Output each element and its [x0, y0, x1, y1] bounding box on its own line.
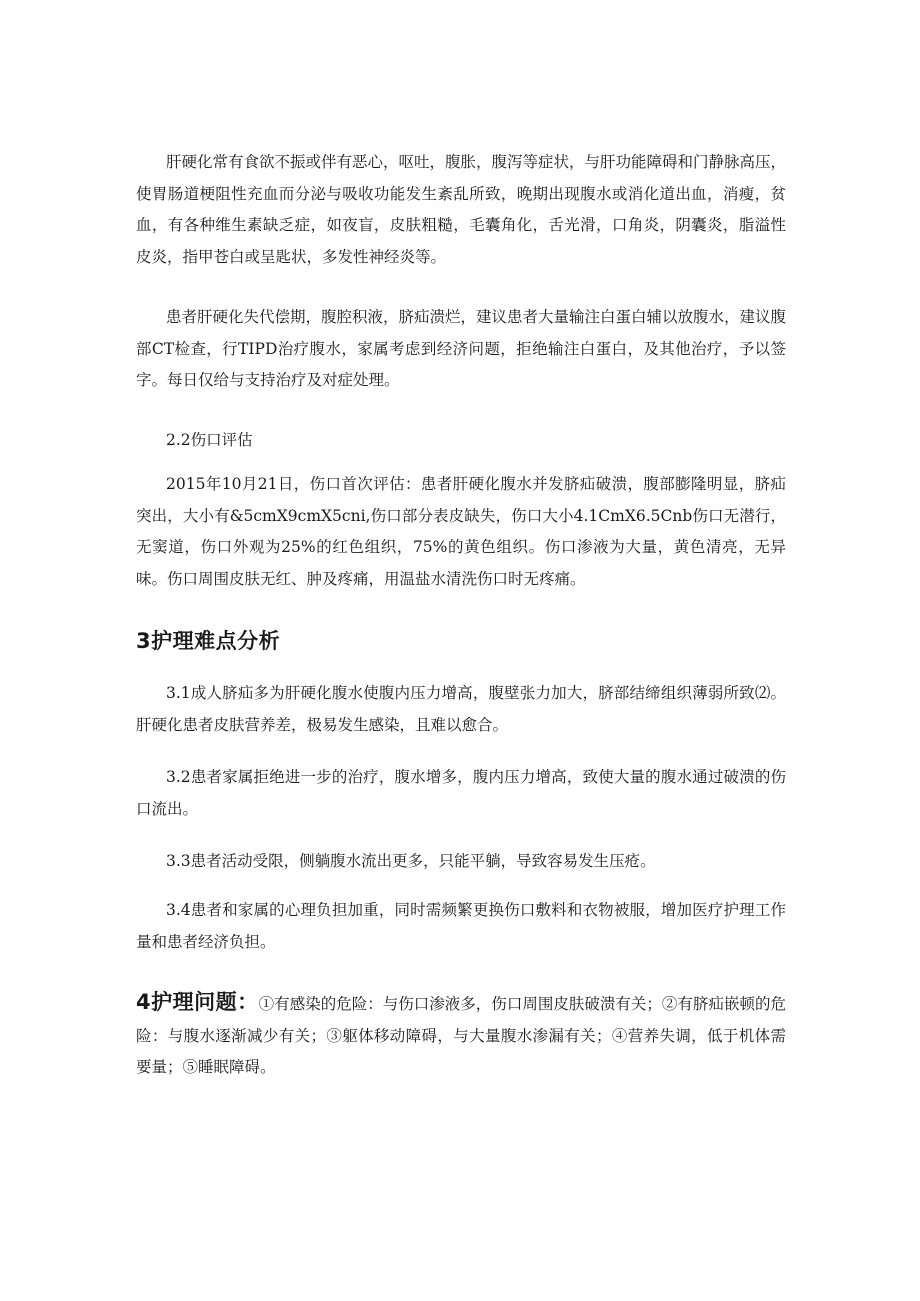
nursing-difficulty-3-3: 3.3患者活动受限，侧躺腹水流出更多，只能平躺，导致容易发生压疮。 [166, 852, 656, 870]
sub-heading-wound-assessment: 2.2伤口评估 [166, 431, 253, 449]
paragraph-cirrhosis-symptoms: 肝硬化常有食欲不振或伴有恶心，呕吐，腹胀，腹泻等症状，与肝功能障碍和门静脉高压，使胃肠道梗阻性充血而分泌与吸收功能发生紊乱所致，晚期出现腹水或消化道出血，消瘦，贫血，有各种维生素缺乏症，如夜盲，皮肤粗糙，毛囊角化，舌光滑，口角炎，阴囊炎，脂溢性皮炎，指甲苍白或呈匙状，多发性神经炎等。 [136, 153, 787, 266]
paragraph-wound-assessment: 2015年10月21日，伤口首次评估：患者肝硬化腹水并发脐疝破溃，腹部膨隆明显，脐疝突出，大小有&5cmX9cmX5cni,伤口部分表皮缺失，伤口大小4.1CmX6.5Cnb伤口无潜行，无窦道，伤口外观为25%的红色组织，75%的黄色组织。伤口渗液为大量，黄色清亮，无异味。伤口周围皮肤无红、肿及疼痛，用温盐水清洗伤口时无疼痛。 [136, 475, 786, 588]
section-nursing-problems [136, 987, 786, 1084]
nursing-difficulty-3-2: 3.2患者家属拒绝进一步的治疗，腹水增多，腹内压力增高，致使大量的腹水通过破溃的伤口流出。 [136, 768, 786, 818]
nursing-difficulty-3-4: 3.4患者和家属的心理负担加重，同时需频繁更换伤口敷料和衣物被服，增加医疗护理工作量和患者经济负担。 [136, 901, 786, 951]
section-heading-nursing-problems: 4护理问题： [136, 990, 259, 1014]
paragraph-patient-condition: 患者肝硬化失代偿期，腹腔积液，脐疝溃烂，建议患者大量输注白蛋白辅以放腹水，建议腹部CT检查，行TIPD治疗腹水，家属考虑到经济问题，拒绝输注白蛋白，及其他治疗，予以签字。每日仅给与支持治疗及对症处理。 [136, 308, 787, 389]
section-heading-nursing-difficulties: 3护理难点分析 [136, 629, 281, 653]
nursing-difficulty-3-1: 3.1成人脐疝多为肝硬化腹水使腹内压力增高，腹壁张力加大，脐部结缔组织薄弱所致⑵。肝硬化患者皮肤营养差，极易发生感染，且难以愈合。 [136, 684, 786, 734]
nursing-problems-text: ①有感染的危险：与伤口渗液多，伤口周围皮肤破溃有关；②有脐疝嵌顿的危险：与腹水逐渐减少有关；③躯体移动障碍，与大量腹水渗漏有关；④营养失调，低于机体需要量；⑤睡眠障碍。 [136, 995, 786, 1076]
